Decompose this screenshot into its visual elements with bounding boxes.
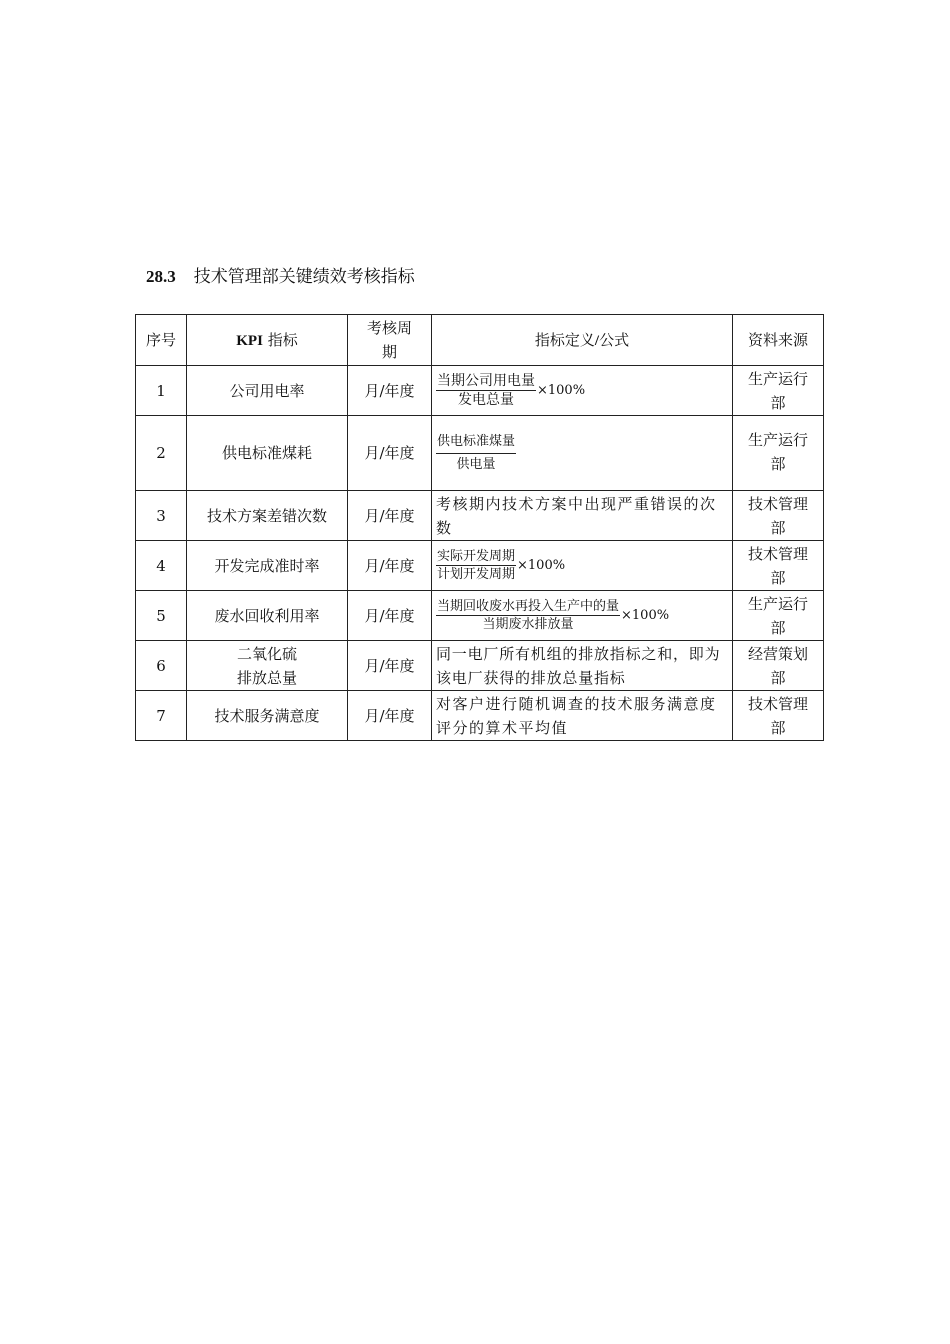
row-source <box>733 591 824 641</box>
source-line2: 部 <box>770 393 786 412</box>
source-line1: 生产运行 <box>747 594 808 613</box>
row-period: 月/年度 <box>348 366 432 416</box>
row-source <box>733 641 824 691</box>
fraction <box>436 372 536 409</box>
row-num: 5 <box>136 591 187 641</box>
source-line1: 经营策划 <box>747 644 808 663</box>
denominator: 发电总量 <box>458 392 514 408</box>
numerator: 供电标准煤量 <box>436 431 516 454</box>
table-row <box>136 491 824 541</box>
source-line1: 技术管理 <box>747 544 808 563</box>
header-source: 资料来源 <box>733 315 824 366</box>
header-period <box>348 315 432 366</box>
row-name-line1: 二氧化硫 <box>236 644 297 663</box>
row-definition <box>432 416 733 491</box>
row-source <box>733 366 824 416</box>
formula <box>436 598 669 633</box>
header-kpi-bold: KPI <box>236 332 263 349</box>
header-def-b: 公式 <box>599 330 630 349</box>
row-source <box>733 491 824 541</box>
fraction <box>436 431 516 476</box>
header-period-line1: 考核周 <box>366 319 412 337</box>
row-definition <box>432 541 733 591</box>
row-definition: 考核期内技术方案中出现严重错误的次数 <box>432 491 733 541</box>
source-line2: 部 <box>770 718 786 737</box>
source-line2: 部 <box>770 568 786 587</box>
row-name-line2: 排放总量 <box>236 668 297 687</box>
formula-suffix: ×100% <box>537 382 586 398</box>
row-name: 公司用电率 <box>187 366 348 416</box>
header-period-line2: 期 <box>381 343 397 361</box>
source-line1: 技术管理 <box>747 694 808 713</box>
row-period: 月/年度 <box>348 541 432 591</box>
fraction <box>436 548 516 583</box>
row-num: 1 <box>136 366 187 416</box>
header-definition <box>432 315 733 366</box>
section-number: 28.3 <box>146 267 176 286</box>
row-definition: 同一电厂所有机组的排放指标之和，即为该电厂获得的排放总量指标 <box>432 641 733 691</box>
row-period: 月/年度 <box>348 591 432 641</box>
formula-suffix: ×100% <box>517 557 566 573</box>
table-row <box>136 591 824 641</box>
source-line1: 技术管理 <box>747 494 808 513</box>
formula <box>436 548 565 583</box>
row-definition <box>432 591 733 641</box>
row-name <box>187 641 348 691</box>
row-period: 月/年度 <box>348 416 432 491</box>
fraction <box>436 598 620 633</box>
row-name: 开发完成准时率 <box>187 541 348 591</box>
row-name: 技术方案差错次数 <box>187 491 348 541</box>
source-line1: 生产运行 <box>747 431 808 449</box>
table-row <box>136 641 824 691</box>
header-def-a: 指标定义 <box>534 330 595 349</box>
source-line2: 部 <box>770 668 786 687</box>
section-heading <box>146 266 415 288</box>
header-kpi <box>187 315 348 366</box>
table-row <box>136 366 824 416</box>
formula <box>436 431 516 476</box>
numerator: 当期公司用电量 <box>437 373 535 389</box>
numerator: 实际开发周期 <box>437 549 516 564</box>
row-definition <box>432 366 733 416</box>
row-name: 废水回收利用率 <box>187 591 348 641</box>
section-title-text: 技术管理部关键绩效考核指标 <box>193 267 415 287</box>
formula-suffix: ×100% <box>621 607 670 623</box>
formula <box>436 372 585 409</box>
row-name: 技术服务满意度 <box>187 691 348 741</box>
header-def-sep: / <box>594 332 600 349</box>
row-period: 月/年度 <box>348 691 432 741</box>
row-num: 7 <box>136 691 187 741</box>
row-source <box>733 691 824 741</box>
row-period: 月/年度 <box>348 641 432 691</box>
table-row <box>136 541 824 591</box>
row-num: 3 <box>136 491 187 541</box>
header-kpi-rest: 指标 <box>262 330 298 349</box>
row-source <box>733 541 824 591</box>
denominator: 计划开发周期 <box>437 567 516 582</box>
table-row <box>136 691 824 741</box>
row-num: 4 <box>136 541 187 591</box>
table-row <box>136 416 824 491</box>
row-period: 月/年度 <box>348 491 432 541</box>
header-num: 序号 <box>136 315 187 366</box>
row-source <box>733 416 824 491</box>
row-num: 6 <box>136 641 187 691</box>
row-definition: 对客户进行随机调查的技术服务满意度评分的算术平均值 <box>432 691 733 741</box>
denominator: 供电量 <box>456 456 496 472</box>
kpi-table <box>135 314 824 741</box>
row-name: 供电标准煤耗 <box>187 416 348 491</box>
numerator: 当期回收废水再投入生产中的量 <box>437 599 620 614</box>
source-line2: 部 <box>770 618 786 637</box>
source-line2: 部 <box>770 455 786 473</box>
row-num: 2 <box>136 416 187 491</box>
source-line1: 生产运行 <box>747 369 808 388</box>
denominator: 当期废水排放量 <box>482 617 574 632</box>
table-header-row <box>136 315 824 366</box>
source-line2: 部 <box>770 518 786 537</box>
